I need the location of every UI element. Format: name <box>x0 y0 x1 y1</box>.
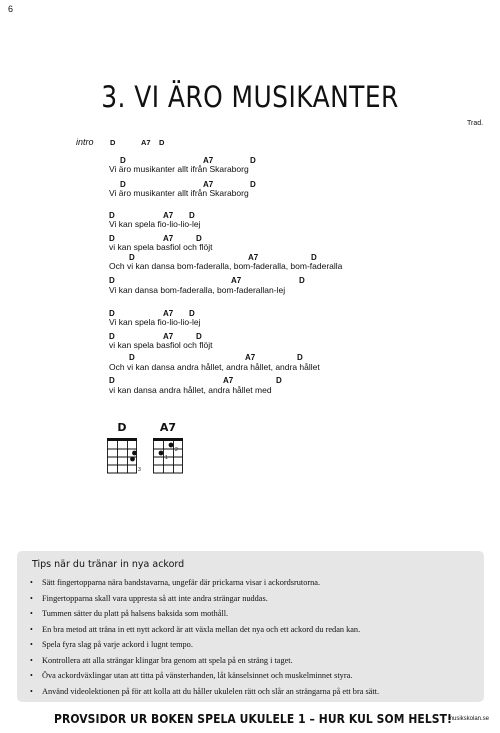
footer-site: musikskolan.se <box>448 716 490 722</box>
tip-item: • Kontrollera att alla strängar klingar bra genom att spela på en sträng i taget. <box>28 653 478 669</box>
tip-item: • En bra metod att träna in ett nytt ackord är att växla mellan det nya och ett ackord du redan kan. <box>28 622 478 638</box>
chord-grid <box>105 437 141 479</box>
chord-label: A7 <box>163 332 174 341</box>
bullet-icon: • <box>30 655 33 665</box>
chord-label: A7 <box>248 253 259 262</box>
chord-label: D <box>109 234 115 243</box>
chord-label: D <box>109 309 115 318</box>
chord-label: D <box>109 276 115 285</box>
tip-item: • Spela fyra slag på varje ackord i lugnt tempo. <box>28 637 478 653</box>
bullet-icon: • <box>30 624 33 634</box>
tip-item: • Tummen sätter du platt på halsens baksida som mothåll. <box>28 606 478 622</box>
bullet-icon: • <box>30 593 33 603</box>
page-number: 6 <box>8 4 14 14</box>
lyric-line: Vi kan spela fio-lio-lio-lej <box>109 317 201 327</box>
chord-label: A7 <box>203 156 214 165</box>
intro-chord: A7 <box>141 138 151 147</box>
chord-diagram-name: A7 <box>159 421 177 434</box>
intro-chord: D <box>159 138 165 147</box>
bullet-icon: • <box>30 609 33 618</box>
chord-label: A7 <box>163 234 174 243</box>
bullet-icon: • <box>30 578 33 587</box>
tips-list <box>28 575 478 699</box>
chord-label: D <box>297 353 303 362</box>
intro-chord: D <box>110 138 116 147</box>
tip-item: • Sätt fingertopparna nära bandstavarna, ungefär där prickarna visar i ackordsrutorna. <box>28 575 478 591</box>
chord-label: A7 <box>163 211 174 220</box>
lyric-line: Vi kan spela fio-lio-lio-lej <box>109 219 201 229</box>
lyric-line: Vi äro musikanter allt ifrån Skaraborg <box>109 164 249 174</box>
lyric-line: Och vi kan dansa andra hållet, andra hållet, andra hållet <box>109 362 320 372</box>
tips-box <box>17 551 484 702</box>
lyric-line: vi kan spela basfiol och flöjt <box>109 340 213 350</box>
chord-label: D <box>109 332 115 341</box>
chord-label: D <box>250 156 256 165</box>
lyric-line: Och vi kan dansa bom-faderalla, bom-faderalla, bom-faderalla <box>109 261 343 271</box>
chord-label: A7 <box>231 276 242 285</box>
chord-label: D <box>299 276 305 285</box>
chord-label: D <box>189 309 195 318</box>
lyric-line: Vi kan dansa bom-faderalla, bom-faderallan-lej <box>109 285 286 295</box>
bullet-icon: • <box>30 671 33 680</box>
chord-label: A7 <box>223 376 234 385</box>
tip-item: • Använd videolektionen på för att kolla att du håller ukulelen rätt och slår an strängarna på ett bra sätt. <box>28 684 478 700</box>
chord-label: D <box>120 156 126 165</box>
chord-label: A7 <box>203 180 214 189</box>
finger-number: 2 <box>175 447 178 453</box>
chord-diagram-a7 <box>151 421 187 477</box>
chord-grid <box>151 437 187 479</box>
finger-number: 1 <box>165 455 168 461</box>
bullet-icon: • <box>30 686 33 696</box>
chord-diagram-d <box>105 421 141 477</box>
finger-number: 3 <box>138 467 141 473</box>
lyric-line: vi kan spela basfiol och flöjt <box>109 242 213 252</box>
chord-label: D <box>109 211 115 220</box>
intro-label: intro <box>76 137 94 147</box>
chord-label: D <box>311 253 317 262</box>
song-title: 3. VI ÄRO MUSIKANTER <box>101 80 399 114</box>
song-credit: Trad. <box>467 120 484 127</box>
tip-item: • Fingertopparna skall vara uppresta så att inte andra strängar nuddas. <box>28 591 478 607</box>
chord-label: A7 <box>163 309 174 318</box>
chord-label: D <box>129 253 135 262</box>
chord-diagram-name: D <box>117 421 127 434</box>
chord-label: D <box>109 376 115 385</box>
chord-label: D <box>196 332 202 341</box>
chord-label: D <box>250 180 256 189</box>
tip-item: • Öva ackordväxlingar utan att titta på vänsterhanden, låt känselsinnet och muskelminnet styra. <box>28 668 478 684</box>
chord-label: A7 <box>245 353 256 362</box>
tips-title: Tips när du tränar in nya ackord <box>32 559 185 570</box>
lyric-line: vi kan dansa andra hållet, andra hållet med <box>109 385 272 395</box>
chord-label: D <box>129 353 135 362</box>
chord-label: D <box>189 211 195 220</box>
chord-label: D <box>196 234 202 243</box>
chord-label: D <box>120 180 126 189</box>
chord-label: D <box>276 376 282 385</box>
bullet-icon: • <box>30 640 33 649</box>
footer-banner: PROVSIDOR UR BOKEN SPELA UKULELE 1 – HUR KUL SOM HELST! <box>54 711 453 726</box>
lyric-line: Vi äro musikanter allt ifrån Skaraborg <box>109 188 249 198</box>
